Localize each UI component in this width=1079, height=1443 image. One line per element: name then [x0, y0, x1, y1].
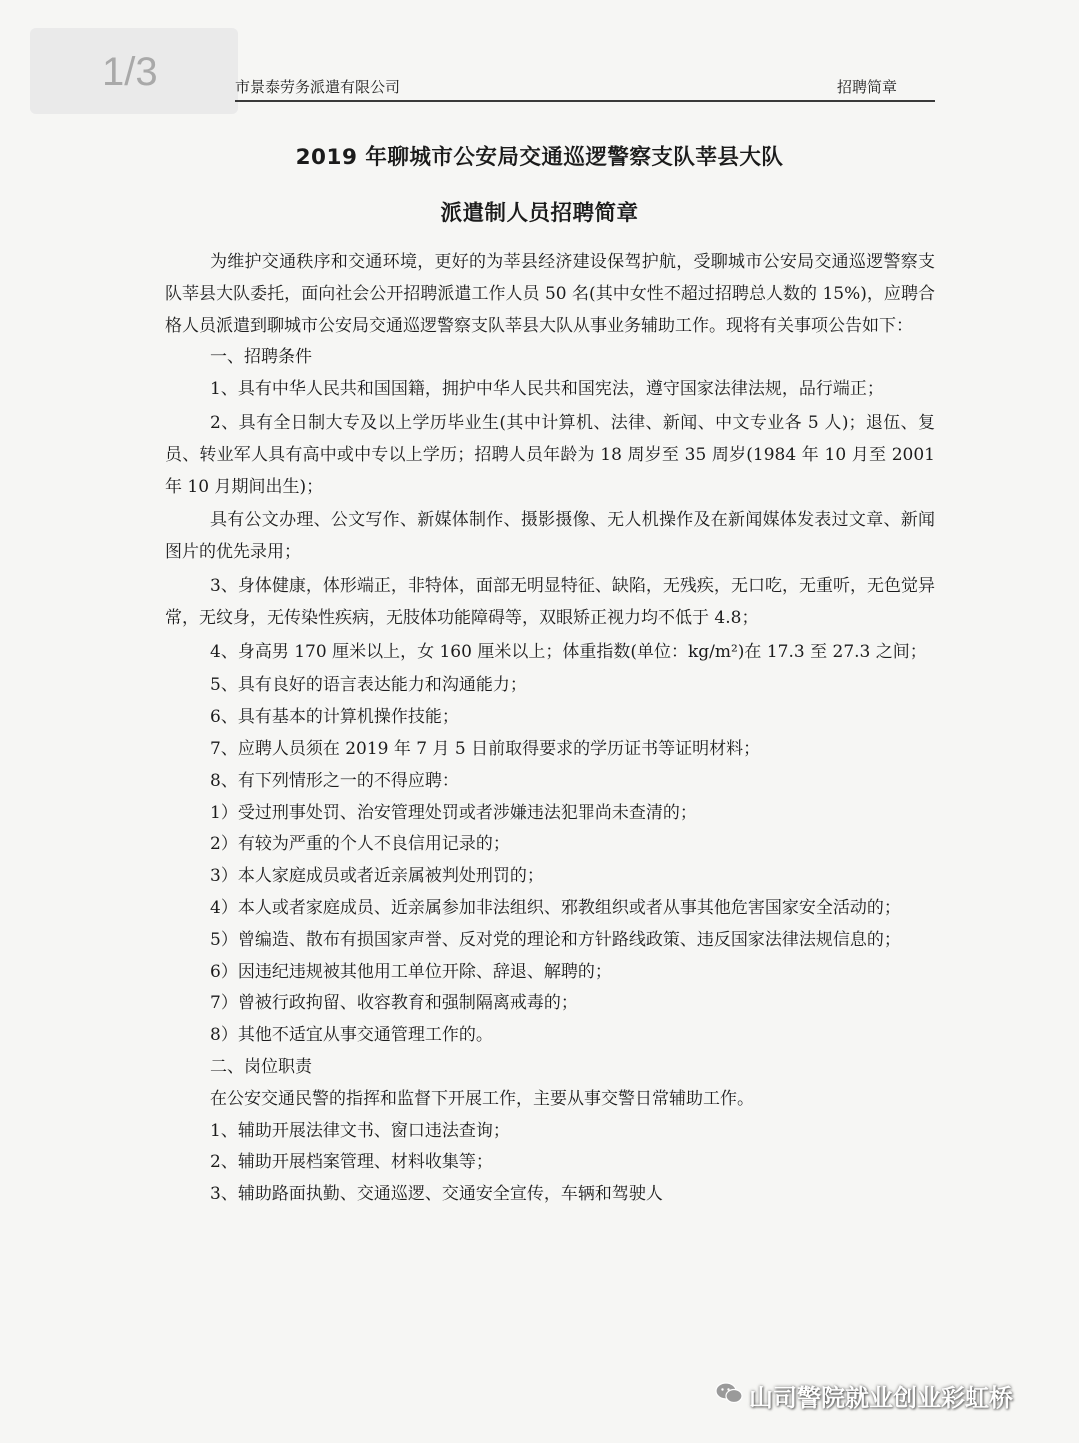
list-item: 2、辅助开展档案管理、材料收集等；: [210, 1152, 493, 1173]
paragraph: 在公安交通民警的指挥和监督下开展工作，主要从事交警日常辅助工作。: [210, 1088, 754, 1109]
paragraph: 8、有下列情形之一的不得应聘：: [210, 770, 459, 791]
document-title-line1: 2019 年聊城市公安局交通巡逻警察支队莘县大队: [295, 145, 784, 170]
watermark-text: 山司警院就业创业彩虹桥: [749, 1384, 1013, 1412]
paragraph: 为维护交通秩序和交通环境，更好的为莘县经济建设保驾护航，受聊城市公安局交通巡逻警察支队莘县大队委托，面向社会公开招聘派遣工作人员 50 名(其中女性不超过招聘总人数的 15%)，应聘合格人员派遣到聊城市公安局交通巡逻警察支队莘县大队从事业务辅助工作。现将有关事项公告如下：: [165, 252, 935, 336]
section-heading: 一、招聘条件: [210, 347, 312, 368]
document-header: [235, 76, 935, 102]
list-item: 1、辅助开展法律文书、窗口违法查询；: [210, 1120, 510, 1141]
list-item: 1）受过刑事处罚、治安管理处罚或者涉嫌违法犯罪尚未查清的；: [210, 802, 697, 823]
list-item: 4）本人或者家庭成员、近亲属参加非法组织、邪教组织或者从事其他危害国家安全活动的；: [210, 897, 901, 918]
paragraph: 2、具有全日制大专及以上学历毕业生(其中计算机、法律、新闻、中文专业各 5 人)；退伍、复员、转业军人具有高中或中专以上学历；招聘人员年龄为 18 周岁至 35 周岁(1984 年 10 月至 2001 年 10 月期间出生)；: [165, 412, 935, 497]
list-item: 8）其他不适宜从事交通管理工作的。: [210, 1025, 493, 1046]
list-item: 7）曾被行政拘留、收容教育和强制隔离戒毒的；: [210, 993, 578, 1014]
list-item: 6）因违纪违规被其他用工单位开除、辞退、解聘的；: [210, 961, 612, 982]
document-title-line2: 派遣制人员招聘简章: [440, 201, 639, 226]
paragraph: 具有公文办理、公文写作、新媒体制作、摄影摄像、无人机操作及在新闻媒体发表过文章、新闻图片的优先录用；: [165, 510, 935, 563]
paragraph: 3、身体健康，体形端正，非特体，面部无明显特征、缺陷，无残疾，无口吃，无重听，无色觉异常，无纹身，无传染性疾病，无肢体功能障碍等，双眼矫正视力均不低于 4.8；: [165, 575, 935, 628]
list-item: 3、辅助路面执勤、交通巡逻、交通安全宣传，车辆和驾驶人: [210, 1184, 663, 1205]
list-item: 3）本人家庭成员或者近亲属被判处刑罚的；: [210, 866, 544, 887]
paragraph: 5、具有良好的语言表达能力和沟通能力；: [210, 675, 527, 696]
list-item: 2）有较为严重的个人不良信用记录的；: [210, 834, 510, 855]
header-doc-type: 招聘简章: [836, 78, 897, 96]
section-heading: 二、岗位职责: [210, 1056, 312, 1077]
page-indicator: [30, 28, 238, 114]
header-company: 市景泰劳务派遣有限公司: [235, 78, 401, 96]
wechat-watermark: [715, 1374, 1060, 1414]
wechat-icon: [715, 1382, 743, 1404]
document-body: [165, 247, 935, 1211]
paragraph: 7、应聘人员须在 2019 年 7 月 5 日前取得要求的学历证书等证明材料；: [210, 738, 761, 759]
list-item: 5）曾编造、散布有损国家声誉、反对党的理论和方针路线政策、违反国家法律法规信息的；: [210, 929, 901, 950]
paragraph: 1、具有中华人民共和国国籍，拥护中华人民共和国宪法，遵守国家法律法规，品行端正；: [210, 379, 884, 400]
paragraph: 6、具有基本的计算机操作技能；: [210, 707, 459, 728]
page-indicator-text: 1/3: [102, 50, 158, 94]
paragraph: 4、身高男 170 厘米以上，女 160 厘米以上；体重指数(单位：kg/m²)在 17.3 至 27.3 之间；: [210, 641, 927, 662]
